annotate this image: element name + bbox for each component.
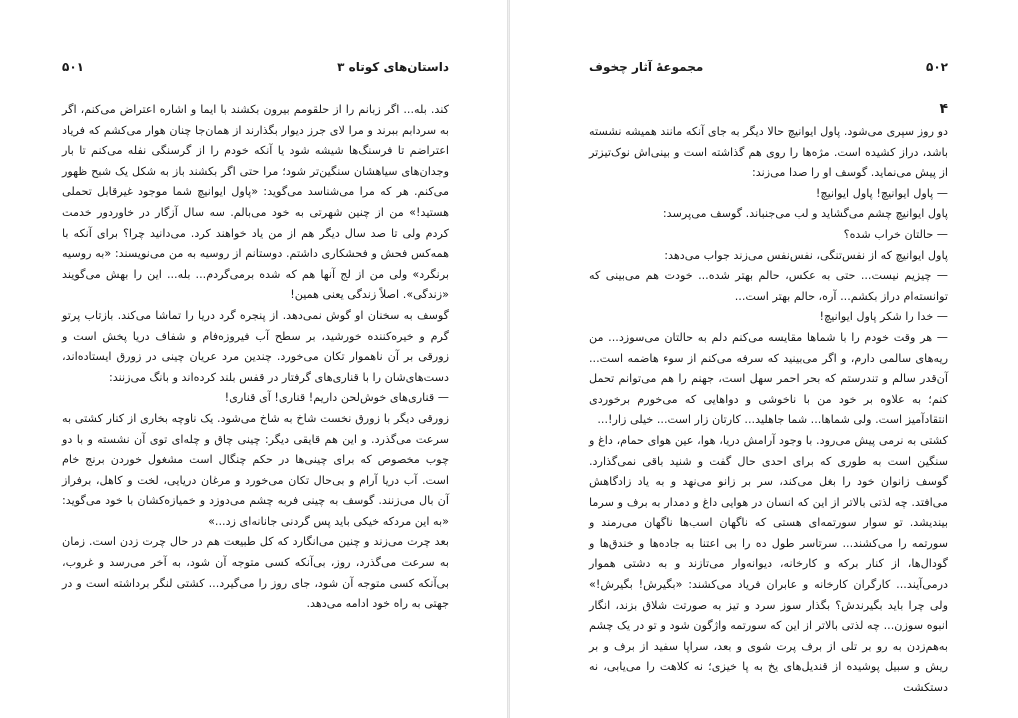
right-paragraph-1: دو روز سپری می‌شود. پاول ایوانیچ حالا دیگر به جای آنکه مانند همیشه نشسته باشد، دراز کشیده است. مژه‌ها را روی هم گذاشته است و بینی‌اش نوک‌تیزتر از پیش می‌نماید. گوسف او را صدا می‌زند: (589, 125, 948, 180)
left-paragraph-5: بعد چرت می‌زند و چنین می‌انگارد که کل طبیعت هم در حال چرت زدن است. زمان به سرعت می‌گذرد، روز، بی‌آنکه کسی متوجه آن شود، به آخر می‌رسد و غروب، بی‌آنکه کسی متوجه آن شود، جای روز را می‌گیرد... کشتی لنگر برداشته است و در جهتی به راه خود ادامه می‌دهد. (62, 535, 449, 611)
left-paragraph-2: گوسف به سخنان او گوش نمی‌دهد. از پنجره گرد دریا را تماشا می‌کند. بازتاب پرتو گرم و خیره‌کننده خورشید، بر سطح آب فیروزه‌فام و شفاف دریا پخش است و زورقی بر آن ناهموار تکان می‌خورد. چندین مرد عریان چینی در زورق ایستاده‌اند، دست‌های‌شان را با قناری‌های گرفتار در قفس بلند کرده‌اند و بانگ می‌زنند: (62, 308, 449, 384)
right-page-text (589, 122, 948, 699)
section-number: ۴ (939, 101, 948, 117)
right-paragraph-7: — خدا را شکر پاول ایوانیچ! (819, 310, 948, 324)
left-paragraph-1: کند. بله... اگر زبانم را از حلقومم بیرون بکشند با ایما و اشاره اعتراض می‌کنم، اگر به سردابم ببرند و مرا لای جرز دیوار بگذارند از همان‌جا چنان هوار می‌کشم که فریاد اعتراضم تا فرسنگ‌ها شیشه شود یا آنکه خودم را از گرسنگی نفله می‌کنم تا بار وجدان‌های سیاهشان سنگین‌تر شود؛ مرا حتی اگر بکشند باز به شکل یک شبح ظهور می‌کنم. هر که مرا می‌شناسد می‌گوید: «پاول ایوانیچ شما موجود غیرقابل تحملی هستید!» من از چنین شهرتی به خود می‌بالم. سه سال آزگار در خاوردور خدمت کردم ولی تا صد سال دیگر هم از من یاد خواهند کرد. می‌دانید چرا؟ برای آنکه با همه‌کس فحش و فحشکاری داشتم. دوستانم از روسیه به من می‌نویسند: «به روسیه برنگرد» ولی من از لج آنها هم که شده برمی‌گردم... بله... این را بهش می‌گویند «زندگی». اصلاً زندگی یعنی همین! (62, 103, 449, 302)
right-paragraph-6: — چیزیم نیست... حتی به عکس، حالم بهتر شده... خودت هم می‌بینی که توانسته‌ام دراز بکشم... آره، حالم بهتر است... (589, 269, 948, 303)
right-paragraph-2: — پاول ایوانیچ! پاول ایوانیچ! (815, 186, 948, 200)
right-header-title: مجموعهٔ آثار چخوف (589, 60, 704, 74)
left-header-title: داستان‌های کوتاه ۳ (337, 60, 449, 74)
right-paragraph-8: — هر وقت خودم را با شماها مقایسه می‌کنم دلم به حالتان می‌سوزد... من ریه‌های سالمی دارم، و اگر می‌بینید که سرفه می‌کنم از سوء هاضمه است... آن‌قدر سالم و تندرستم که بحر احمر سهل است، جهنم را هم می‌توانم تحمل کنم؛ به علاوه بر خود من با ناخوشی و دواهایی که می‌خورم برخوردی انتقادآمیز است. ولی شماها... شما جاهلید... کارتان زار است... خیلی زار!... (589, 330, 948, 427)
right-paragraph-4: — حالتان خراب شده؟ (843, 227, 948, 241)
left-page-number: ۵۰۱ (62, 60, 84, 74)
left-running-head (62, 60, 449, 82)
right-page-number: ۵۰۲ (926, 60, 948, 74)
right-paragraph-3: پاول ایوانیچ چشم می‌گشاید و لب می‌جنباند. گوسف می‌پرسد: (662, 207, 948, 221)
right-page (509, 0, 1018, 718)
left-paragraph-3: — قناری‌های خوش‌لحن داریم! قناری! آی قناری! (224, 391, 449, 405)
right-running-head (589, 60, 948, 82)
right-paragraph-9: کشتی به نرمی پیش می‌رود. با وجود آرامش دریا، هوا، عین هوای حمام، داغ و سنگین است به طوری که برای احدی حال گفت و شنید باقی نمی‌گذارد. گوسف زانوان خود را بغل می‌کند، سر بر زانو می‌نهد و به یاد زادگاهش می‌افتد. چه لذتی بالاتر از این که انسان در هوایی داغ و دمدار به برف و سرما بیندیشد. تو سوار سورتمه‌ای هستی که ناگهان اسب‌ها ناگهان می‌رمند و سورتمه را می‌کشند... سرتاسر طول ده را بی اعتنا به جاده‌ها و خندق‌ها و گودال‌ها، از کنار برکه و کارخانه، دیوانه‌وار می‌تازند و به دشتی هموار درمی‌آیند... کارگران کارخانه و عابران فریاد می‌کشند: «بگیرش! بگیرش!» ولی چرا باید بگیرندش؟ بگذار سوز سرد و تیز به صورتت شلاق بزند، انگار انبوه سوزن... چه لذتی بالاتر از این که سورتمه واژگون شود و تو در یک چشم به‌هم‌زدن به رو بر تلی از برف پرت شوی و بعد، سراپا سفید از برف و بر ریش و سبیل پوشیده از قندیل‌های یخ به پا خیزی؛ نه کلاهت را می‌یابی، نه دستکشت (589, 433, 948, 695)
left-page-text (62, 100, 449, 615)
left-paragraph-4: زورقی دیگر با زورق نخست شاخ به شاخ می‌شود. یک ناوچه بخاری از کنار کشتی به سرعت می‌گذرد. و این هم قایقی دیگر: چینی چاق و چله‌ای توی آن نشسته و با دو چوب مخصوص که برای چینی‌ها در حکم چنگال است مشغول خوردن برنج‌ خام است. آب دریا آرام و بی‌حال تکان می‌خورد و مرغان دریایی، لخت و کاهل، برفراز آن بال می‌زنند. گوسف به چینی فربه چشم می‌دوزد و خمیازه‌کشان با خود می‌گوید: «به این مردکه خیکی باید پس گردنی جانانه‌ای زد...» (62, 411, 449, 528)
right-paragraph-5: پاول ایوانیچ که از نفس‌تنگی، نفس‌نفس می‌زند جواب می‌دهد: (664, 248, 948, 262)
